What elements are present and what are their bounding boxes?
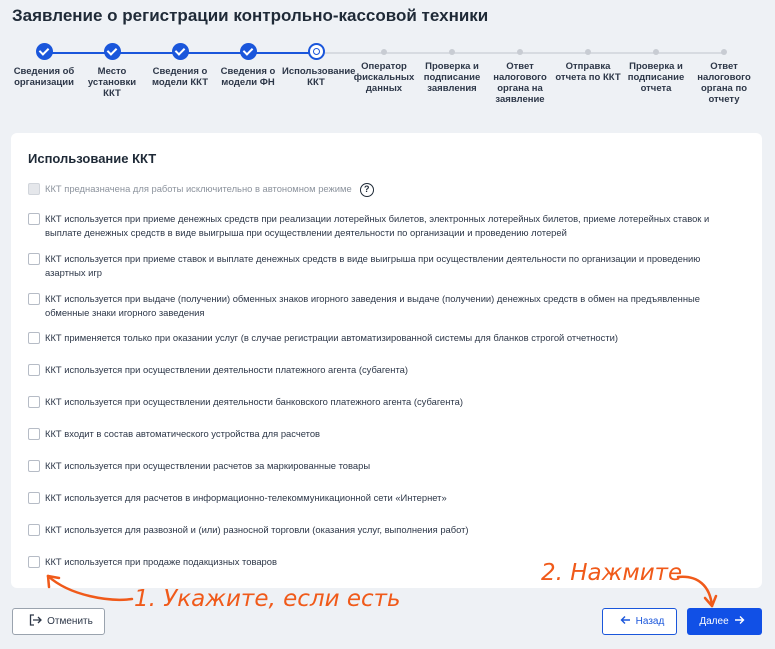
option-label: ККТ используется при приеме денежных средств при реализации лотерейных билетов, электронных лотерейных билетов, приеме лотерейных ставок и выплате денежных средств в виде выигрыша при осуществлении деятельности по организации и проведению лотерей bbox=[45, 213, 710, 238]
annotation-hint-2: 2. Нажмите bbox=[541, 560, 683, 586]
step-tax-answer-report bbox=[690, 42, 758, 105]
option-gaming-tokens[interactable] bbox=[28, 292, 718, 320]
step-location[interactable] bbox=[78, 42, 146, 99]
option-bank-payment-agent[interactable] bbox=[28, 395, 718, 409]
step-label: Проверка и подписание отчета bbox=[627, 61, 685, 94]
option-delivery-trade[interactable] bbox=[28, 523, 718, 537]
step-done-icon bbox=[172, 43, 189, 60]
option-label: ККТ используется при приеме ставок и выплате денежных средств в виде выигрыша при осуществлении деятельности по организации и проведению азартных игр bbox=[45, 253, 701, 278]
back-label: Назад bbox=[635, 616, 665, 627]
checkbox-autonomous-mode bbox=[28, 183, 40, 195]
annotation-arrow-1 bbox=[40, 570, 140, 606]
page-title: Заявление о регистрации контрольно-кассовой техники bbox=[12, 6, 489, 25]
option-services-only[interactable] bbox=[28, 331, 718, 345]
step-done-icon bbox=[104, 43, 121, 60]
kkt-usage-card bbox=[11, 133, 762, 588]
checkbox-payment-agent[interactable] bbox=[28, 364, 40, 376]
option-label: ККТ применяется только при оказании услуг (в случае регистрации автоматизированной системы для бланков строгой отчетности) bbox=[45, 332, 618, 343]
option-label: ККТ используется при осуществлении деятельности банковского платежного агента (субагента) bbox=[45, 396, 463, 407]
option-label: ККТ используется при продаже подакцизных товаров bbox=[45, 556, 277, 567]
option-automatic-device[interactable] bbox=[28, 427, 718, 441]
arrow-right-icon bbox=[734, 615, 745, 628]
option-lottery[interactable] bbox=[28, 212, 718, 240]
checkbox-gambling[interactable] bbox=[28, 253, 40, 265]
option-label-text: ККТ предназначена для работы исключительно в автономном режиме bbox=[45, 183, 352, 194]
step-label: Сведения о модели ФН bbox=[220, 66, 276, 88]
option-label bbox=[45, 182, 374, 197]
option-label: ККТ используется для развозной и (или) разносной торговли (оказания услуг, выполнения работ) bbox=[45, 524, 469, 535]
option-label: ККТ используется при осуществлении деятельности платежного агента (субагента) bbox=[45, 364, 408, 375]
step-sign-report bbox=[622, 42, 690, 94]
checkbox-delivery-trade[interactable] bbox=[28, 524, 40, 536]
checkbox-lottery[interactable] bbox=[28, 213, 40, 225]
next-label: Далее bbox=[699, 616, 729, 627]
step-label: Проверка и подписание заявления bbox=[423, 61, 481, 94]
arrow-left-icon bbox=[620, 615, 631, 628]
step-active-icon bbox=[308, 43, 325, 60]
annotation-hint-1: 1. Укажите, если есть bbox=[134, 586, 401, 612]
option-label: ККТ используется при выдаче (получении) обменных знаков игорного заведения и выдаче (получении) денежных средств в обмен на предъявленные обменные знаки игорного заведения bbox=[45, 293, 700, 318]
annotation-arrow-2 bbox=[676, 572, 720, 612]
option-label: ККТ входит в состав автоматического устройства для расчетов bbox=[45, 428, 321, 439]
step-label: Ответ налогового органа по отчету bbox=[697, 61, 751, 105]
help-icon[interactable]: ? bbox=[360, 183, 374, 197]
cancel-button[interactable] bbox=[12, 608, 105, 635]
step-kkt-model[interactable] bbox=[146, 42, 214, 88]
step-send-report bbox=[554, 42, 622, 83]
back-button[interactable] bbox=[602, 608, 677, 635]
checkbox-bank-payment-agent[interactable] bbox=[28, 396, 40, 408]
step-label: Ответ налогового органа на заявление bbox=[493, 61, 547, 105]
option-internet[interactable] bbox=[28, 491, 718, 505]
step-label: Сведения о модели ККТ bbox=[151, 66, 209, 88]
exit-icon bbox=[29, 614, 42, 629]
step-pending-icon bbox=[381, 49, 387, 55]
cancel-label: Отменить bbox=[47, 616, 93, 627]
option-payment-agent[interactable] bbox=[28, 363, 718, 377]
checkbox-gaming-tokens[interactable] bbox=[28, 293, 40, 305]
step-tax-answer-application bbox=[486, 42, 554, 105]
step-label: Оператор фискальных данных bbox=[353, 61, 415, 94]
step-organization[interactable] bbox=[10, 42, 78, 88]
option-label: ККТ используется при осуществлении расчетов за маркированные товары bbox=[45, 460, 371, 471]
step-pending-icon bbox=[721, 49, 727, 55]
step-pending-icon bbox=[585, 49, 591, 55]
step-pending-icon bbox=[653, 49, 659, 55]
option-label: ККТ используется для расчетов в информационно-телекоммуникационной сети «Интернет» bbox=[45, 492, 447, 503]
step-done-icon bbox=[36, 43, 53, 60]
step-label: Место установки ККТ bbox=[87, 66, 137, 99]
step-fn-model[interactable] bbox=[214, 42, 282, 88]
step-label: Отправка отчета по ККТ bbox=[555, 61, 621, 83]
section-title: Использование ККТ bbox=[28, 151, 157, 166]
next-button[interactable] bbox=[687, 608, 762, 635]
checkbox-excise-goods[interactable] bbox=[28, 556, 40, 568]
checkbox-automatic-device[interactable] bbox=[28, 428, 40, 440]
checkbox-marked-goods[interactable] bbox=[28, 460, 40, 472]
option-gambling[interactable] bbox=[28, 252, 718, 280]
checkbox-services-only[interactable] bbox=[28, 332, 40, 344]
step-label: Использование ККТ bbox=[282, 66, 356, 88]
step-label: Сведения об организации bbox=[13, 66, 75, 88]
option-autonomous-mode bbox=[28, 182, 718, 197]
step-sign-application bbox=[418, 42, 486, 94]
checkbox-internet[interactable] bbox=[28, 492, 40, 504]
step-pending-icon bbox=[449, 49, 455, 55]
progress-stepper bbox=[10, 42, 766, 122]
step-kkt-usage[interactable] bbox=[282, 42, 356, 88]
step-done-icon bbox=[240, 43, 257, 60]
option-marked-goods[interactable] bbox=[28, 459, 718, 473]
step-pending-icon bbox=[517, 49, 523, 55]
step-ofd bbox=[350, 42, 418, 94]
